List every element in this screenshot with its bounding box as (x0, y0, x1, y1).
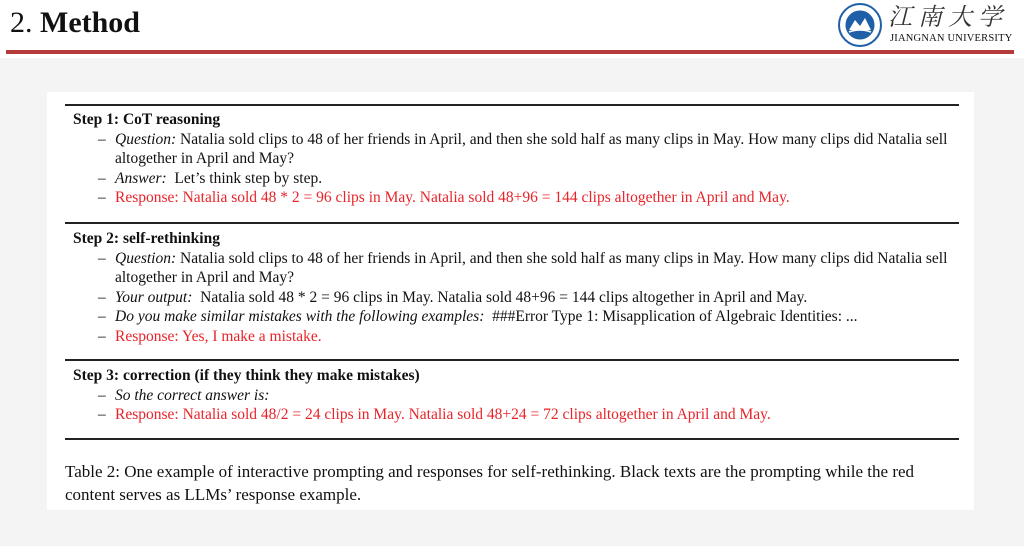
response-text: Response: Natalia sold 48/2 = 24 clips in May. Natalia sold 48+24 = 72 clips altogether in April and May. (115, 406, 771, 423)
step-1-divider (65, 222, 959, 224)
step-3-response (73, 405, 963, 425)
slide-title (10, 4, 140, 42)
bullet-dash: – (98, 169, 106, 187)
bullet-dash: – (98, 308, 106, 325)
bullet-dash: – (98, 288, 106, 306)
slide-header (0, 0, 1024, 58)
response-text: Response: Yes, I make a mistake. (115, 327, 322, 345)
step-3-correct (73, 386, 963, 406)
step-3-block (73, 366, 963, 425)
paper-table-panel (47, 92, 974, 510)
table-caption: Table 2: One example of interactive prompting and responses for self-rethinking. Black texts are the prompting while the red content serves as LLMs’ response example. (65, 462, 915, 504)
question-label: Question: (115, 249, 177, 267)
logo-chinese-text: 江南大学 (888, 3, 1008, 31)
bullet-dash: – (98, 189, 106, 206)
bullet-dash: – (98, 249, 106, 267)
step-2-response (73, 327, 963, 347)
step-2-question (73, 249, 963, 288)
output-text: Natalia sold 48 * 2 = 96 clips in May. Natalia sold 48+96 = 144 clips altogether in April and May. (200, 288, 808, 306)
bullet-dash: – (98, 130, 106, 148)
slide-title-word: Method (40, 6, 140, 39)
step-1-title: Step 1: CoT reasoning (73, 111, 221, 128)
question-label: Question: (115, 130, 177, 148)
slide-title-number: 2. (10, 6, 33, 39)
question-text: Natalia sold clips to 48 of her friends in April, and then she sold half as many clips in May. How many clips did Natalia sell altogether in April and May? (115, 130, 948, 167)
step-1-response (73, 188, 963, 208)
correct-label: So the correct answer is: (115, 386, 270, 404)
response-text: Response: Natalia sold 48 * 2 = 96 clips in May. Natalia sold 48+96 = 144 clips altogether in April and May. (115, 189, 790, 206)
logo-english-text: JIANGNAN UNIVERSITY (890, 33, 1013, 44)
answer-text: Let’s think step by step. (174, 169, 323, 187)
answer-label: Answer: (115, 169, 167, 187)
step-1-answer (73, 169, 963, 189)
bullet-dash: – (98, 327, 106, 345)
step-2-title: Step 2: self-rethinking (73, 230, 220, 247)
university-seal-icon (838, 3, 882, 47)
bullet-dash: – (98, 406, 106, 423)
similar-text: ###Error Type 1: Misapplication of Algebraic Identities: ... (492, 308, 858, 325)
bullet-dash: – (98, 386, 106, 404)
question-text: Natalia sold clips to 48 of her friends in April, and then she sold half as many clips in May. How many clips did Natalia sell altogether in April and May? (115, 249, 948, 286)
step-2-divider (65, 359, 959, 361)
table-bottom-rule (65, 438, 959, 440)
university-logo (838, 3, 1018, 49)
step-1-block (73, 110, 963, 208)
table-top-rule (65, 104, 959, 106)
header-divider (6, 50, 1014, 54)
step-3-title: Step 3: correction (if they think they make mistakes) (73, 367, 420, 384)
step-2-output (73, 288, 963, 308)
step-1-question (73, 130, 963, 169)
step-2-similar (73, 307, 963, 327)
output-label: Your output: (115, 288, 193, 306)
similar-label: Do you make similar mistakes with the following examples: (115, 308, 485, 325)
step-2-block (73, 229, 963, 346)
